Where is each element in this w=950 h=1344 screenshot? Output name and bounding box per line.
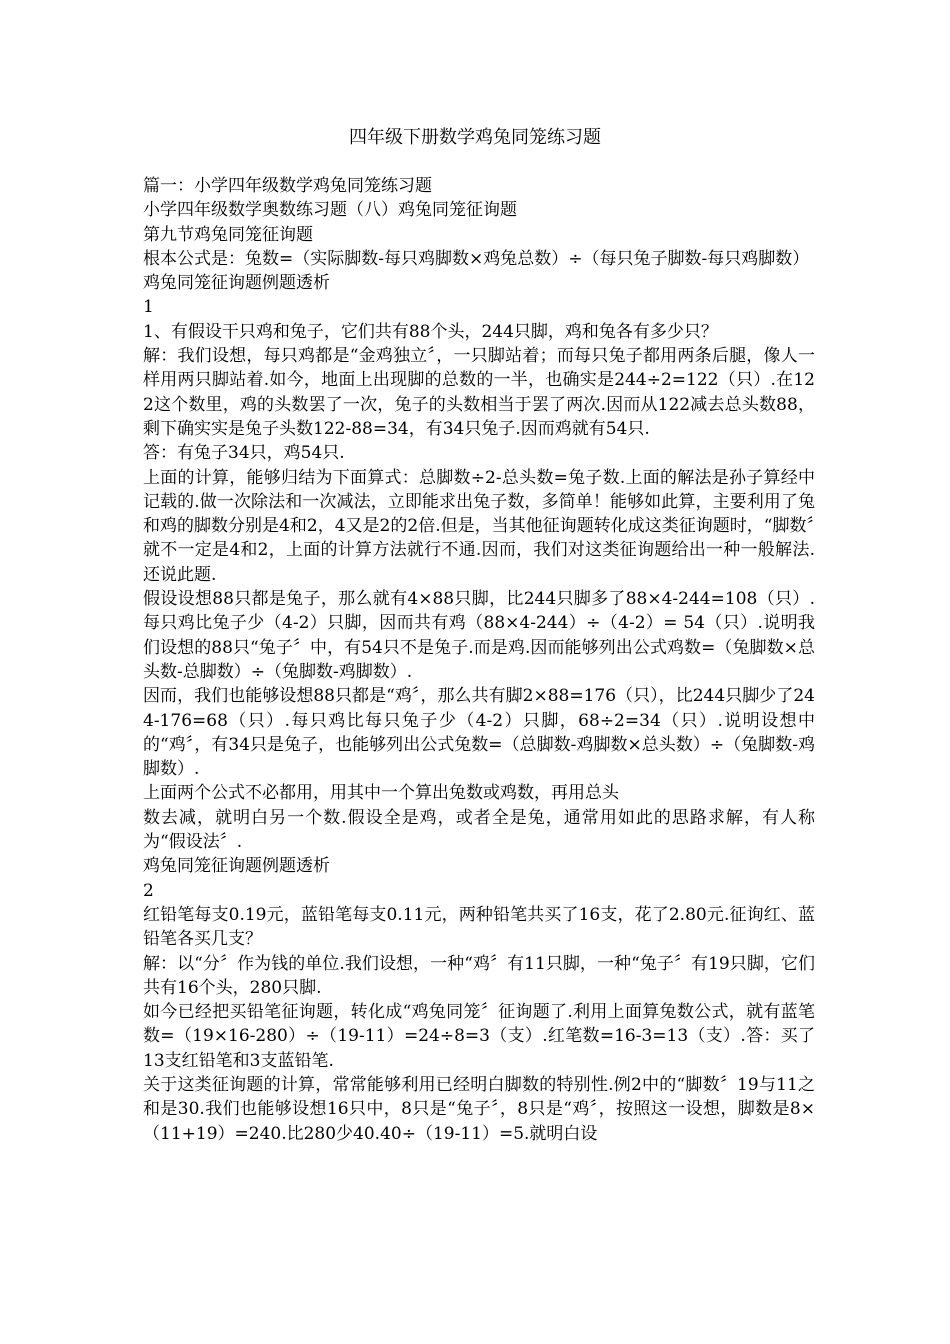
section-heading: 篇一：小学四年级数学鸡兔同笼练习题 [143, 176, 432, 196]
explanation-paragraph: 因而，我们也能够设想88只都是“鸡〞，那么共有脚2×88=176（只），比244只脚少了244-176=68（只）.每只鸡比每只兔子少（4-2）只脚，68÷2=34（只）.说明设想中的“鸡〞，有34只是兔子，也能够列出公式兔数=（总脚数-鸡脚数×总头数）÷（兔脚数-鸡脚数）. [143, 686, 815, 780]
document-title: 四年级下册数学鸡兔同笼练习题 [349, 127, 601, 148]
example-number: 2 [143, 880, 154, 901]
solution-paragraph: 解：以“分〞作为钱的单位.我们设想，一种“鸡〞有11只脚，一种“兔子〞有19只脚，它们共有16个头，280只脚. [143, 953, 815, 998]
problem-paragraph: 红铅笔每支0.19元，蓝铅笔每支0.11元，两种铅笔共买了16支，花了2.80元.征询红、蓝铅笔各买几支？ [143, 904, 815, 950]
example-heading: 鸡兔同笼征询题例题透析 [143, 856, 330, 877]
explanation-paragraph: 上面两个公式不必都用，用其中一个算出兔数或鸡数，再用总头 [143, 783, 619, 804]
subsection-heading: 小学四年级数学奥数练习题（八）鸡兔同笼征询题 [143, 200, 517, 221]
example-heading: 鸡兔同笼征询题例题透析 [143, 273, 330, 294]
document-body [143, 174, 815, 1146]
solution-paragraph: 如今已经把买铅笔征询题，转化成“鸡兔同笼〞征询题了.利用上面算兔数公式，就有蓝笔数=（19×16-280）÷（19-11）=24÷8=3（支）.红笔数=16-3=13（支）.答：买了13支红铅笔和3支蓝铅笔. [143, 1002, 815, 1071]
explanation-paragraph: 假设设想88只都是兔子，那么就有4×88只脚，比244只脚多了88×4-244=108（只）.每只鸡比兔子少（4-2）只脚，因而共有鸡（88×4-244）÷（4-2）= 54（只）.说明我们设想的88只“兔子〞中，有54只不是兔子.而是鸡.因而能够列出公式鸡数=（兔脚数×总头数-总脚数）÷（兔脚数-鸡脚数）. [143, 589, 815, 682]
solution-paragraph: 解：我们设想，每只鸡都是“金鸡独立〞，一只脚站着；而每只兔子都用两条后腿，像人一样用两只脚站着.如今，地面上出现脚的总数的一半，也确实是244÷2=122（只）.在122这个数里，鸡的头数罢了一次，兔子的头数相当于罢了两次.因而从122减去总头数88，剩下确实实是兔子头数122-88=34，有34只兔子.因而鸡就有54只. [143, 346, 815, 439]
chapter-heading: 第九节鸡兔同笼征询题 [143, 224, 313, 245]
problem-paragraph: 1、有假设干只鸡和兔子，它们共有88个头，244只脚，鸡和兔各有多少只？ [143, 321, 718, 342]
explanation-paragraph: 数去减，就明白另一个数.假设全是鸡，或者全是兔，通常用如此的思路求解，有人称为“假设法〞. [143, 807, 815, 853]
explanation-paragraph: 上面的计算，能够归结为下面算式：总脚数÷2-总头数=兔子数.上面的解法是孙子算经中记载的.做一次除法和一次减法，立即能求出兔子数，多简单！能够如此算，主要利用了兔和鸡的脚数分别是4和2，4又是2的2倍.但是，当其他征询题转化成这类征询题时，“脚数〞就不一定是4和2，上面的计算方法就行不通.因而，我们对这类征询题给出一种一般解法.还说此题. [143, 467, 815, 585]
explanation-paragraph: 关于这类征询题的计算，常常能够利用已经明白脚数的特别性.例2中的“脚数〞19与11之和是30.我们也能够设想16只中，8只是“兔子〞，8只是“鸡〞，按照这一设想，脚数是8×（11+19）=240.比280少40.40÷（19-11）=5.就明白设 [143, 1074, 815, 1144]
formula-paragraph: 根本公式是：兔数=（实际脚数-每只鸡脚数×鸡兔总数）÷（每只兔子脚数-每只鸡脚数） [143, 248, 810, 269]
answer-paragraph: 答：有兔子34只，鸡54只. [143, 443, 345, 464]
example-number: 1 [143, 297, 154, 318]
